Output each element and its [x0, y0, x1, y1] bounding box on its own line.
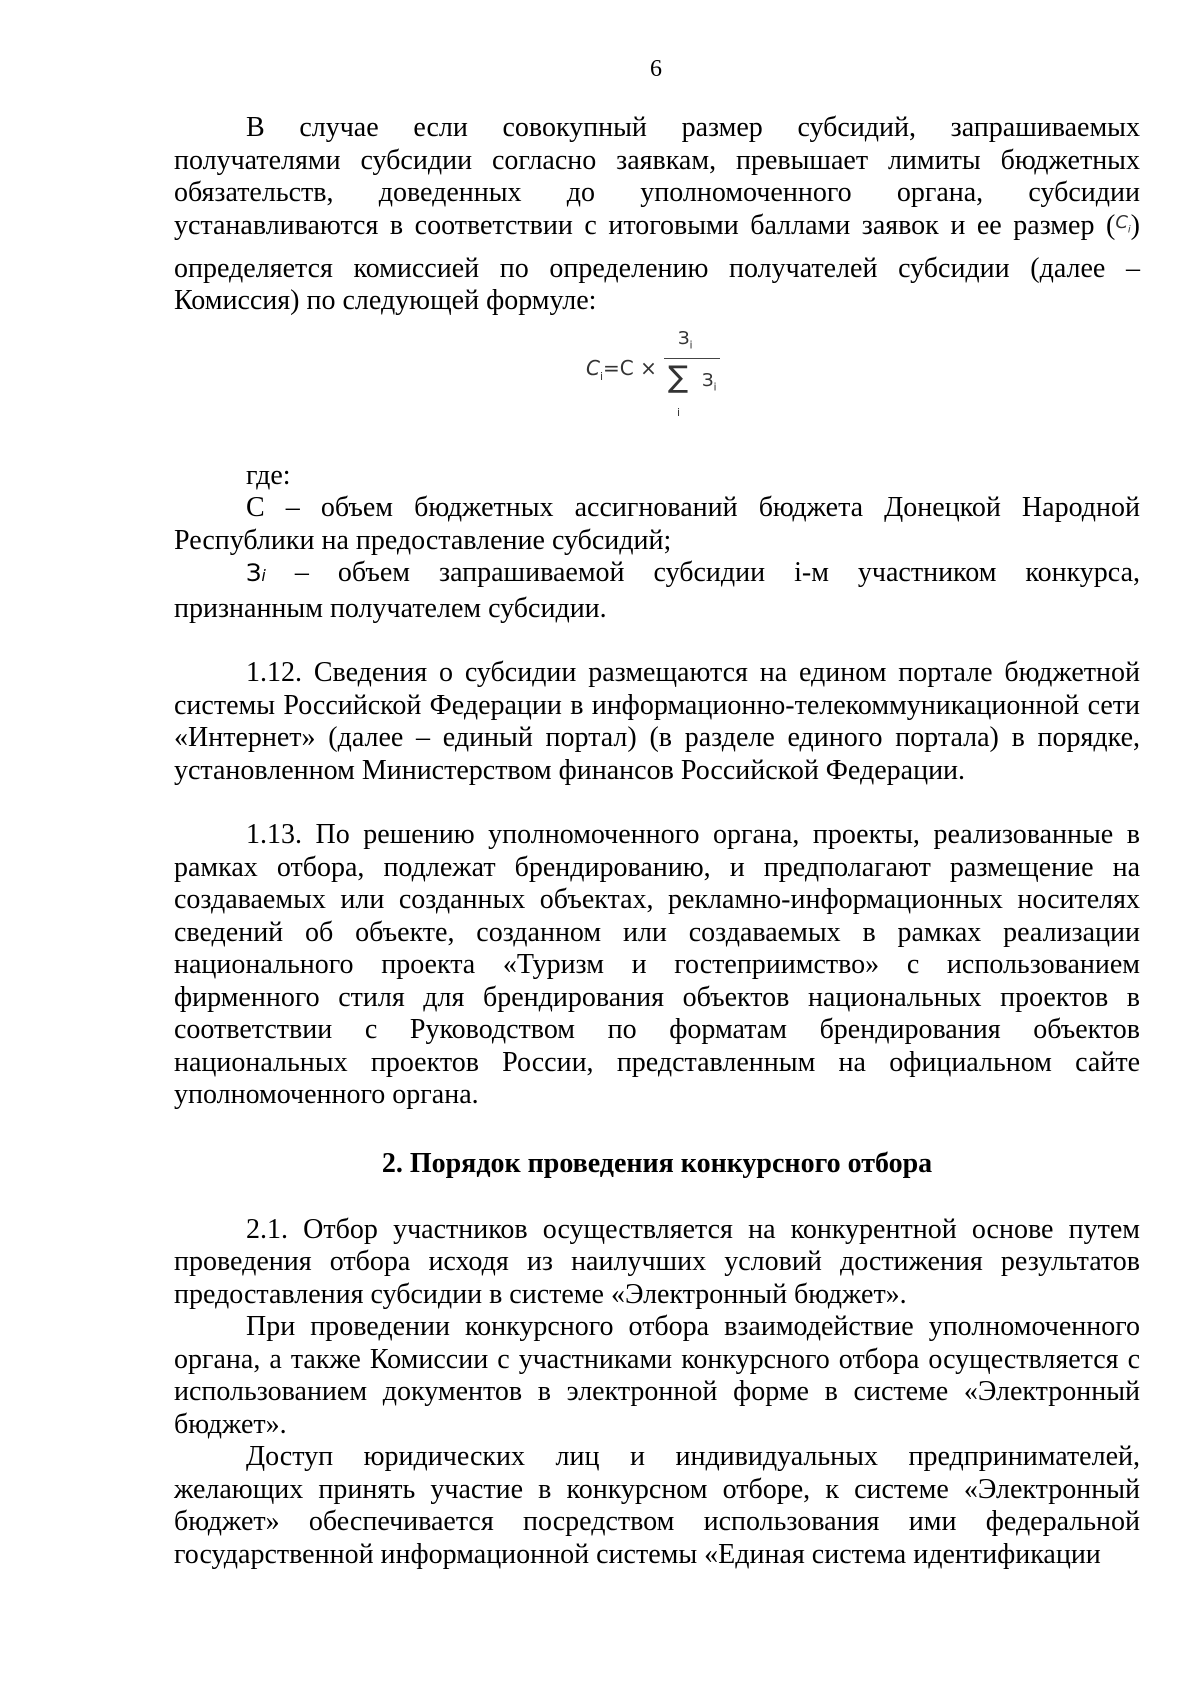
formula-sigma: ∑	[668, 359, 689, 395]
formula-denominator: $З_i$	[702, 369, 717, 394]
subsidy-size-symbol: Ci	[1115, 211, 1131, 236]
paragraph-subsidy-size-part2: ) определяется комиссией по определению получателей субсидии (далее – Комиссия) по следующей формуле:	[174, 209, 1140, 317]
formula-sum-index: i	[677, 405, 681, 419]
z-symbol: Зi	[246, 559, 266, 588]
paragraph-access: Доступ юридических лиц и индивидуальных предпринимателей, желающих принять участие в конкурсном отборе, к системе «Электронный бюджет» обеспечивается посредством использования ими федеральной государственной информационной системы «Единая система идентификации	[174, 1441, 1140, 1570]
definition-z: Зi – объем запрашиваемой субсидии i-м участником конкурса, признанным получателем субсидии.	[174, 557, 1140, 624]
subsidy-formula	[174, 328, 1140, 448]
formula-fraction-line	[664, 358, 720, 359]
page-number: 6	[650, 56, 662, 82]
paragraph-subsidy-size-part1: В случае если совокупный размер субсидий, запрашиваемых получателями субсидии согласно заявкам, превышает лимиты бюджетных обязательств, доведенных до уполномоченного органа, субсидии устанавливаются в соответствии с итоговыми баллами заявок и ее размер (	[174, 112, 1140, 241]
paragraph-1-13: 1.13. По решению уполномоченного органа, проекты, реализованные в рамках отбора, подлежат брендированию, и предполагают размещение на создаваемых или созданных объектах, рекламно-информационных носителях сведений об объекте, созданном или создаваемых в рамках реализации национального проекта «Туризм и гостеприимство» с использованием фирменного стиля для брендирования объектов национальных проектов в соответствии с Руководством по форматам брендирования объектов национальных проектов России, представленным на официальном сайте уполномоченного органа.	[174, 819, 1140, 1111]
paragraph-interaction: При проведении конкурсного отбора взаимодействие уполномоченного органа, а также Комиссии с участниками конкурсного отбора осуществляется с использованием документов в электронной форме в системе «Электронный бюджет».	[174, 1311, 1140, 1440]
formula-numerator: $З_i$	[678, 327, 693, 352]
paragraph-2-1: 2.1. Отбор участников осуществляется на конкурентной основе путем проведения отбора исходя из наилучших условий достижения результатов предоставления субсидии в системе «Электронный бюджет».	[174, 1213, 1140, 1310]
document-body	[174, 112, 1140, 1571]
definition-c: С – объем бюджетных ассигнований бюджета Донецкой Народной Республики на предоставление субсидий;	[174, 492, 1140, 556]
formula-lhs: $C_i=C$ ×	[586, 355, 657, 383]
where-label: где:	[246, 459, 291, 491]
paragraph-subsidy-size	[174, 112, 1140, 318]
section-2-heading: 2. Порядок проведения конкурсного отбора	[381, 1147, 933, 1179]
paragraph-1-12: 1.12. Сведения о субсидии размещаются на едином портале бюджетной системы Российской Федерации в информационно-телекоммуникационной сети «Интернет» (далее – единый портал) (в разделе единого портала) в порядке, установленном Министерством финансов Российской Федерации.	[174, 657, 1140, 786]
